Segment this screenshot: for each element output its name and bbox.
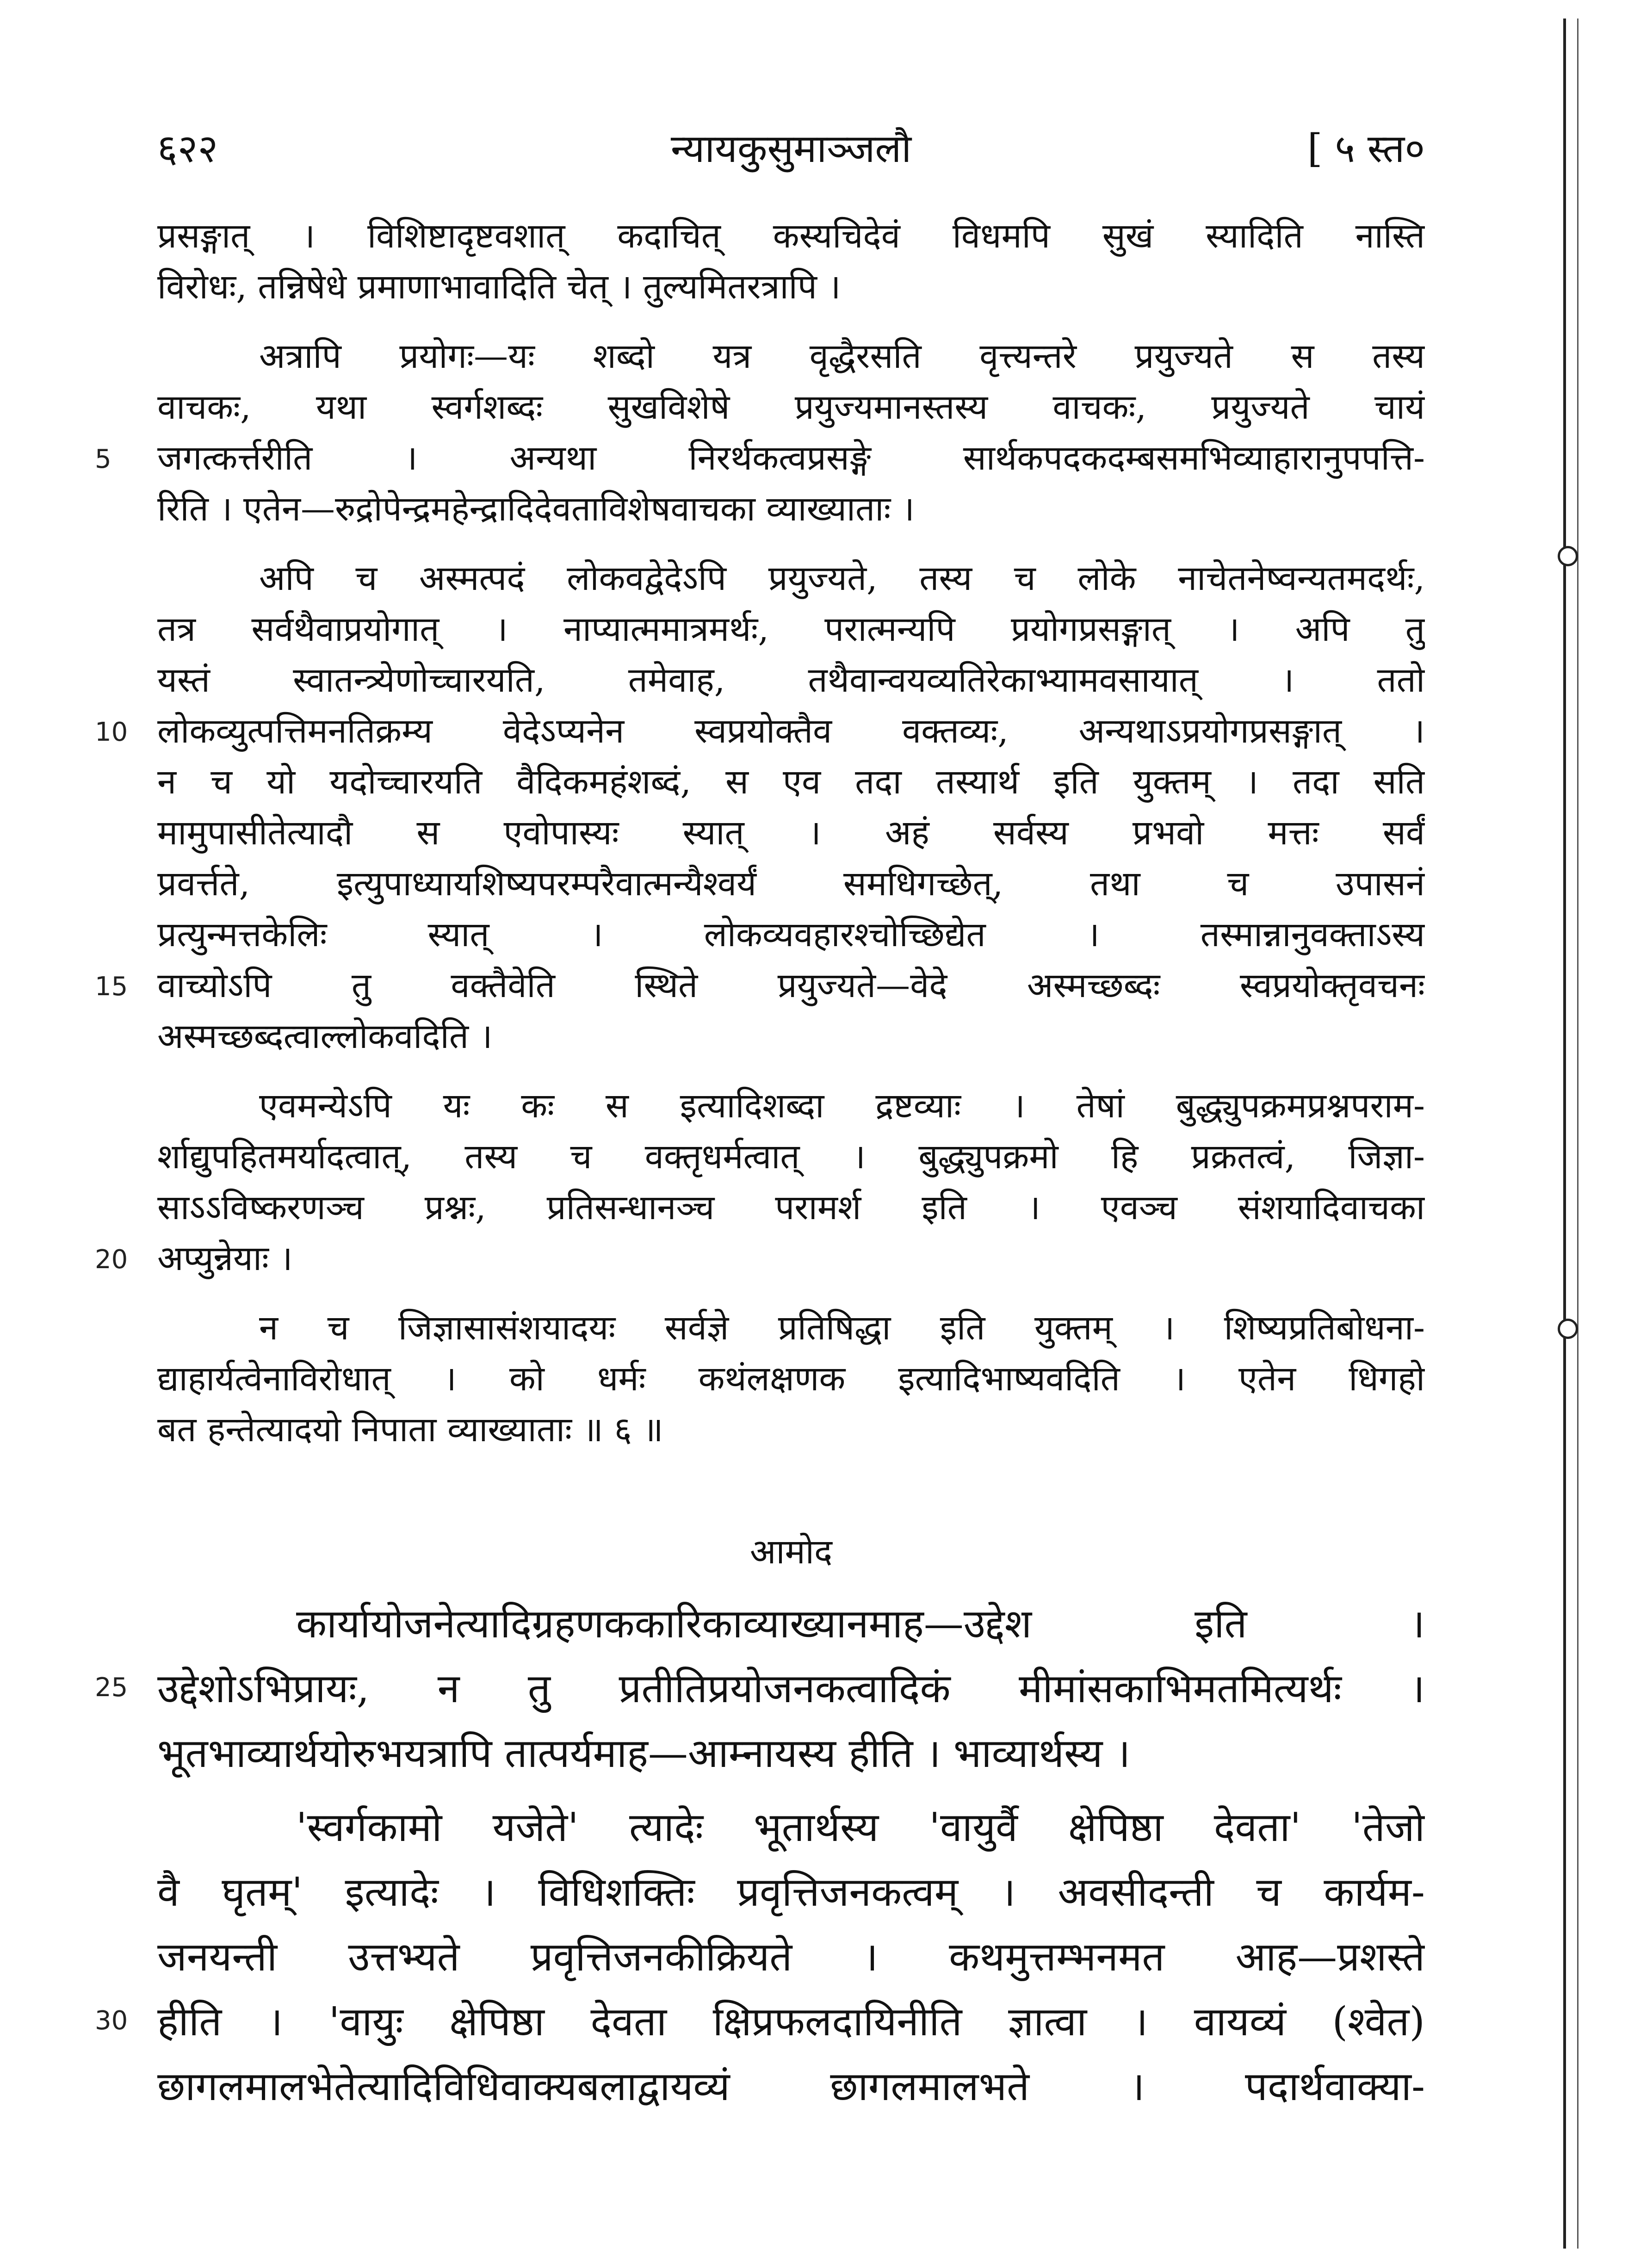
text-line: प्रवर्त्तते, इत्युपाध्यायशिष्यपरम्परैवात्मन्यैश्वर्यं समधिगच्छेत्, तथा च उपासनं	[157, 864, 1425, 904]
line-number: 30	[95, 2006, 128, 2036]
page-binding-edge	[1545, 0, 1600, 2268]
line-number: 15	[95, 972, 128, 1002]
commentary-heading: आमोद	[749, 1532, 833, 1572]
text-line: एवमन्येऽपि यः कः स इत्यादिशब्दा द्रष्टव्याः । तेषां बुद्ध्युपक्रमप्रश्नपराम-	[259, 1086, 1425, 1126]
page-header	[157, 120, 1425, 194]
text-line: विरोधः, तन्निषेधे प्रमाणाभावादिति चेत् । तुल्यमितरत्रापि ।	[157, 267, 841, 307]
text-line: अस्मच्छब्दत्वाल्लोकवदिति ।	[157, 1016, 493, 1056]
text-line: वाच्योऽपि तु वक्तैवेति स्थिते प्रयुज्यते—वेदे अस्मच्छब्दः स्वप्रयोक्तृवचनः	[157, 966, 1425, 1005]
text-line: न च यो यदोच्चारयति वैदिकमहंशब्दं, स एव तदा तस्यार्थ इति युक्तम् । तदा सति	[157, 762, 1425, 802]
page-number: ६२२	[157, 126, 218, 171]
text-line: जगत्कर्त्तरीति । अन्यथा निरर्थकत्वप्रसङ्गे सार्थकपदकदम्बसमभिव्याहारानुपपत्ति-	[157, 438, 1425, 478]
section-reference: [ ५ स्त०	[1307, 126, 1425, 171]
binding-mark	[1558, 546, 1578, 566]
binding-rule	[1563, 19, 1566, 2249]
commentary-line: छागलमालभेतेत्यादिविधिवाक्यबलाद्वायव्यं छागलमालभते । पदार्थवाक्या-	[157, 2064, 1425, 2110]
text-line: बत हन्तेत्यादयो निपाता व्याख्याताः ॥ ६ ॥	[157, 1410, 663, 1450]
text-line: अप्युन्नेयाः ।	[157, 1239, 293, 1278]
text-line: अपि च अस्मत्पदं लोकवद्वेदेऽपि प्रयुज्यते, तस्य च लोके नाचेतनेष्वन्यतमदर्थः,	[259, 558, 1425, 598]
text-line: प्रसङ्गात् । विशिष्टादृष्टवशात् कदाचित् कस्यचिदेवं विधमपि सुखं स्यादिति नास्ति	[157, 216, 1425, 256]
line-number: 25	[95, 1673, 128, 1703]
commentary-line: कार्यायोजनेत्यादिग्रहणककारिकाव्याख्यानमाह—उद्देश इति ।	[296, 1601, 1425, 1647]
text-line: लोकव्युत्पत्तिमनतिक्रम्य वेदेऽप्यनेन स्वप्रयोक्तैव वक्तव्यः, अन्यथाऽप्रयोगप्रसङ्गात् ।	[157, 711, 1425, 751]
text-line: द्याहार्यत्वेनाविरोधात् । को धर्मः कथंलक्षणक इत्यादिभाष्यवदिति । एतेन धिगहो	[157, 1359, 1425, 1399]
text-line: प्रत्युन्मत्तकेलिः स्यात् । लोकव्यवहारश्चोच्छिद्येत । तस्मान्नानुवक्ताऽस्य	[157, 915, 1425, 954]
text-line: न च जिज्ञासासंशयादयः सर्वज्ञे प्रतिषिद्धा इति युक्तम् । शिष्यप्रतिबोधना-	[259, 1308, 1425, 1348]
commentary-line: भूतभाव्यार्थयोरुभयत्रापि तात्पर्यमाह—आम्नायस्य हीति । भाव्यार्थस्य ।	[157, 1730, 1131, 1777]
commentary-line: 'स्वर्गकामो यजेते' त्यादेः भूतार्थस्य 'वायुर्वै क्षेपिष्ठा देवता' 'तेजो	[296, 1804, 1425, 1851]
commentary-line: उद्देशोऽभिप्रायः, न तु प्रतीतिप्रयोजनकत्वादिकं मीमांसकाभिमतमित्यर्थः ।	[157, 1666, 1425, 1712]
commentary-line: जनयन्ती उत्तभ्यते प्रवृत्तिजनकीक्रियते । कथमुत्तम्भनमत आह—प्रशस्ते	[157, 1934, 1425, 1980]
text-line: र्शाद्युपहितमर्यादत्वात्, तस्य च वक्तृधर्मत्वात् । बुद्ध्युपक्रमो हि प्रक्रतत्वं, जिज्ञा-	[157, 1137, 1425, 1177]
text-line: यस्तं स्वातन्त्र्येणोच्चारयति, तमेवाह, तथैवान्वयव्यतिरेकाभ्यामवसायात् । ततो	[157, 660, 1425, 700]
commentary-line: वै घृतम्' इत्यादेः । विधिशक्तिः प्रवृत्तिजनकत्वम् । अवसीदन्ती च कार्यम-	[157, 1869, 1425, 1915]
line-number: 5	[95, 444, 111, 474]
line-number: 20	[95, 1245, 128, 1275]
text-line: रिति । एतेन—रुद्रोपेन्द्रमहेन्द्रादिदेवताविशेषवाचका व्याख्याताः ।	[157, 489, 915, 529]
line-number: 10	[95, 717, 128, 747]
commentary-line: हीति । 'वायुः क्षेपिष्ठा देवता क्षिप्रफलदायिनीति ज्ञात्वा । वायव्यं (श्वेत)	[157, 1999, 1425, 2045]
text-line: वाचकः, यथा स्वर्गशब्दः सुखविशेषे प्रयुज्यमानस्तस्य वाचकः, प्रयुज्यते चायं	[157, 387, 1425, 427]
text-line: तत्र सर्वथैवाप्रयोगात् । नाप्यात्ममात्रमर्थः, परात्मन्यपि प्रयोगप्रसङ्गात् । अपि तु	[157, 609, 1425, 649]
text-line: अत्रापि प्रयोगः—यः शब्दो यत्र वृद्धैरसति वृत्त्यन्तरे प्रयुज्यते स तस्य	[259, 336, 1425, 376]
text-line: मामुपासीतेत्यादौ स एवोपास्यः स्यात् । अहं सर्वस्य प्रभवो मत्तः सर्वं	[157, 813, 1425, 853]
text-line: साऽऽविष्करणञ्च प्रश्नः, प्रतिसन्धानञ्च परामर्श इति । एवञ्च संशयादिवाचका	[157, 1188, 1425, 1227]
binding-rule	[1577, 19, 1578, 2249]
running-title: न्यायकुसुमाञ्जलौ	[670, 126, 912, 171]
binding-mark	[1558, 1319, 1578, 1339]
